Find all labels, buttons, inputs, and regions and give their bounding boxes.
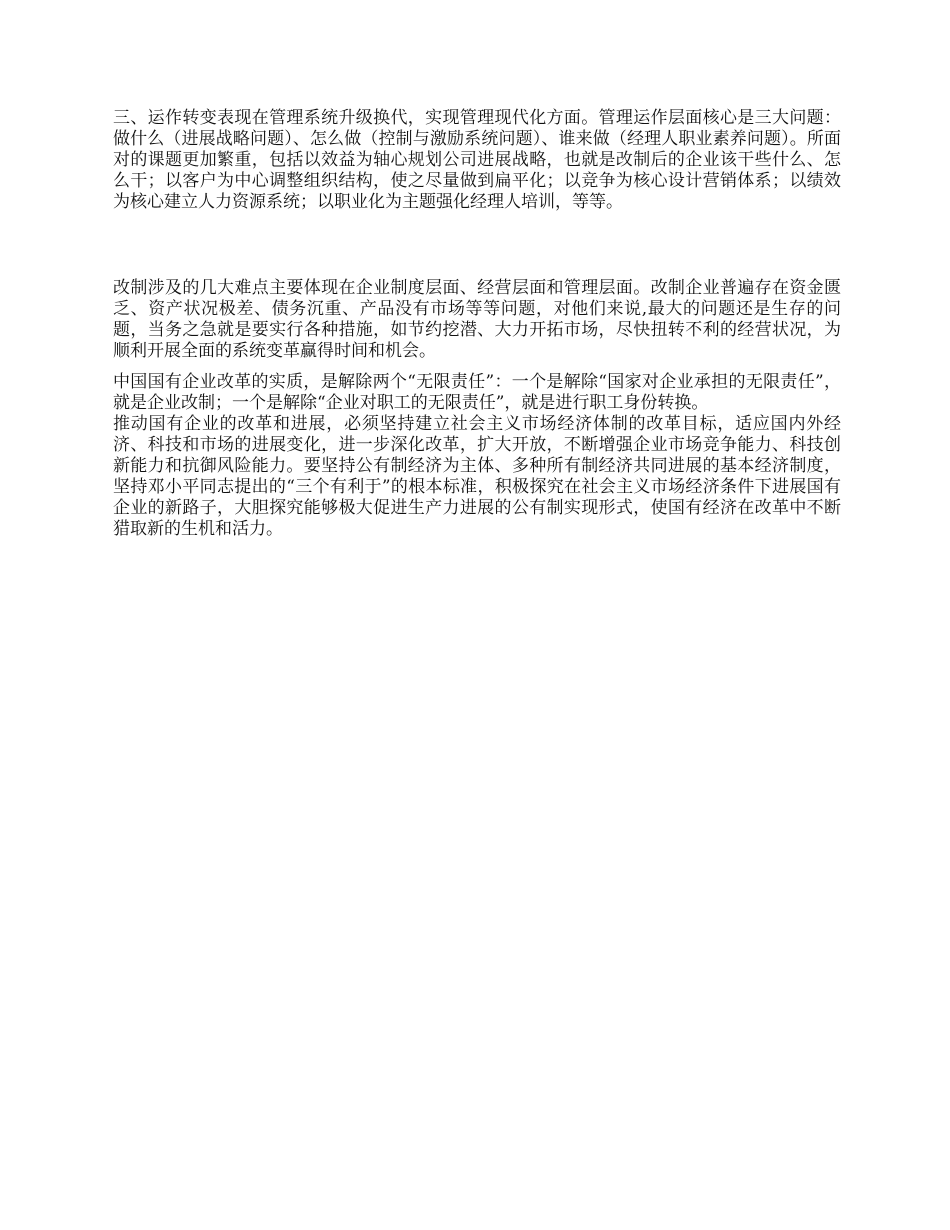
paragraph-reform-difficulties: 改制涉及的几大难点主要体现在企业制度层面、经营层面和管理层面。改制企业普遍存在资金匮乏、资产状况极差、债务沉重、产品没有市场等等问题，对他们来说,最大的问题还是生存的问题，当务之急就是要实行各种措施，如节约挖潜、大力开拓市场，尽快扭转不利的经营状况，为顺利开展全面的系统变革赢得时间和机会。 [113,278,841,361]
paragraph-reform-essence: 中国国有企业改革的实质，是解除两个“无限责任”：一个是解除“国家对企业承担的无限责任”，就是企业改制；一个是解除“企业对职工的无限责任”，就是进行职工身份转换。 [113,372,841,413]
paragraph-operation-transformation: 三、运作转变表现在管理系统升级换代，实现管理现代化方面。管理运作层面核心是三大问题：做什么（进展战略问题）、怎么做（控制与激励系统问题）、谁来做（经理人职业素养问题）。所面对的课题更加繁重，包括以效益为轴心规划公司进展战略，也就是改制后的企业该干些什么、怎么干；以客户为中心调整组织结构，使之尽量做到扁平化；以竞争为核心设计营销体系；以绩效为核心建立人力资源系统；以职业化为主题强化经理人培训，等等。 [113,108,841,212]
paragraph-reform-direction: 推动国有企业的改革和进展，必须坚持建立社会主义市场经济体制的改革目标，适应国内外经济、科技和市场的进展变化，进一步深化改革，扩大开放，不断增强企业市场竞争能力、科技创新能力和抗御风险能力。要坚持公有制经济为主体、多种所有制经济共同进展的基本经济制度，坚持邓小平同志提出的“三个有利于”的根本标准，积极探究在社会主义市场经济条件下进展国有企业的新路子，大胆探究能够极大促进生产力进展的公有制实现形式，使国有经济在改革中不断猎取新的生机和活力。 [113,414,841,539]
document-body [113,108,841,540]
